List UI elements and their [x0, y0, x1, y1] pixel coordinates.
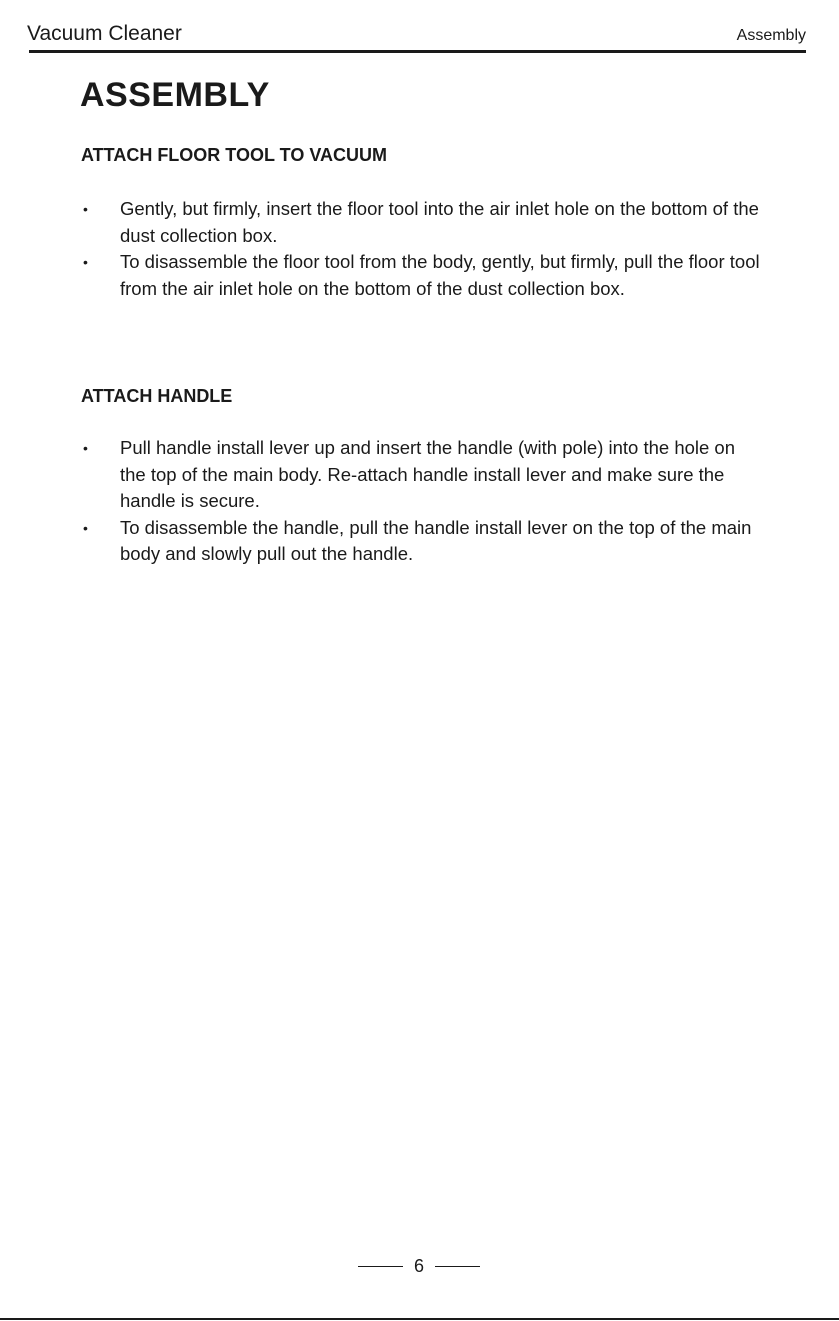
footer-line-left [358, 1266, 403, 1267]
list-item-text: To disassemble the handle, pull the handle install lever on the top of the main body and slowly pull out the handle. [120, 516, 752, 564]
bullet-marker: • [83, 201, 88, 217]
bullet-list-handle [81, 435, 761, 568]
header-divider [29, 50, 806, 53]
section-heading-floor-tool: ATTACH FLOOR TOOL TO VACUUM [81, 145, 387, 165]
page-footer [0, 1254, 839, 1278]
list-item-text: Gently, but firmly, insert the floor tool into the air inlet hole on the bottom of the dust collection box. [120, 198, 759, 246]
bullet-list-floor-tool [81, 196, 761, 302]
header-document-title: Vacuum Cleaner [27, 22, 182, 45]
list-item [81, 249, 761, 302]
list-item-text: To disassemble the floor tool from the body, gently, but firmly, pull the floor tool from the air inlet hole on the bottom of the dust collection box. [120, 251, 760, 299]
bullet-marker: • [83, 519, 88, 536]
bullet-marker: • [83, 440, 88, 456]
section-heading-handle: ATTACH HANDLE [81, 386, 233, 406]
bullet-marker: • [83, 254, 88, 270]
page-title: ASSEMBLY [80, 76, 270, 114]
bottom-divider [0, 1318, 839, 1320]
header-section-title: Assembly [736, 27, 806, 44]
list-item [81, 435, 761, 515]
list-item [81, 196, 761, 249]
page-number: 6 [413, 1256, 424, 1276]
footer-line-right [435, 1266, 480, 1267]
list-item [81, 515, 761, 568]
list-item-text: Pull handle install lever up and insert the handle (with pole) into the hole on the top of the main body. Re-attach handle install lever and make sure the handle is secure. [120, 437, 736, 511]
